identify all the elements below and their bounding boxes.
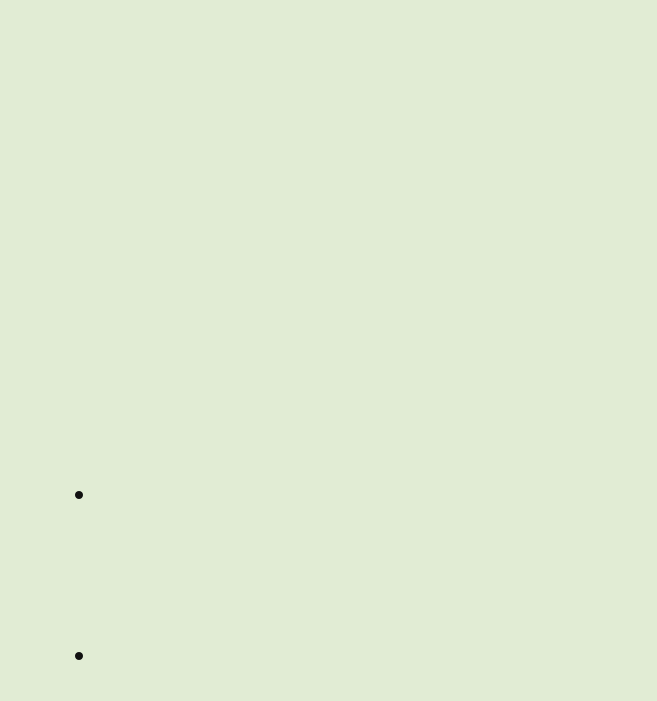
section-1-paragraph-1 (52, 264, 632, 286)
bullet-icon (75, 652, 83, 660)
section-2-bullet-1 (97, 645, 637, 667)
star-border-left (0, 0, 12, 701)
bullet-icon (75, 491, 83, 499)
section-1-paragraph-2 (52, 318, 632, 447)
star-border-top (0, 0, 657, 8)
section-1-bullet-1 (97, 484, 637, 506)
document-title (52, 54, 632, 90)
